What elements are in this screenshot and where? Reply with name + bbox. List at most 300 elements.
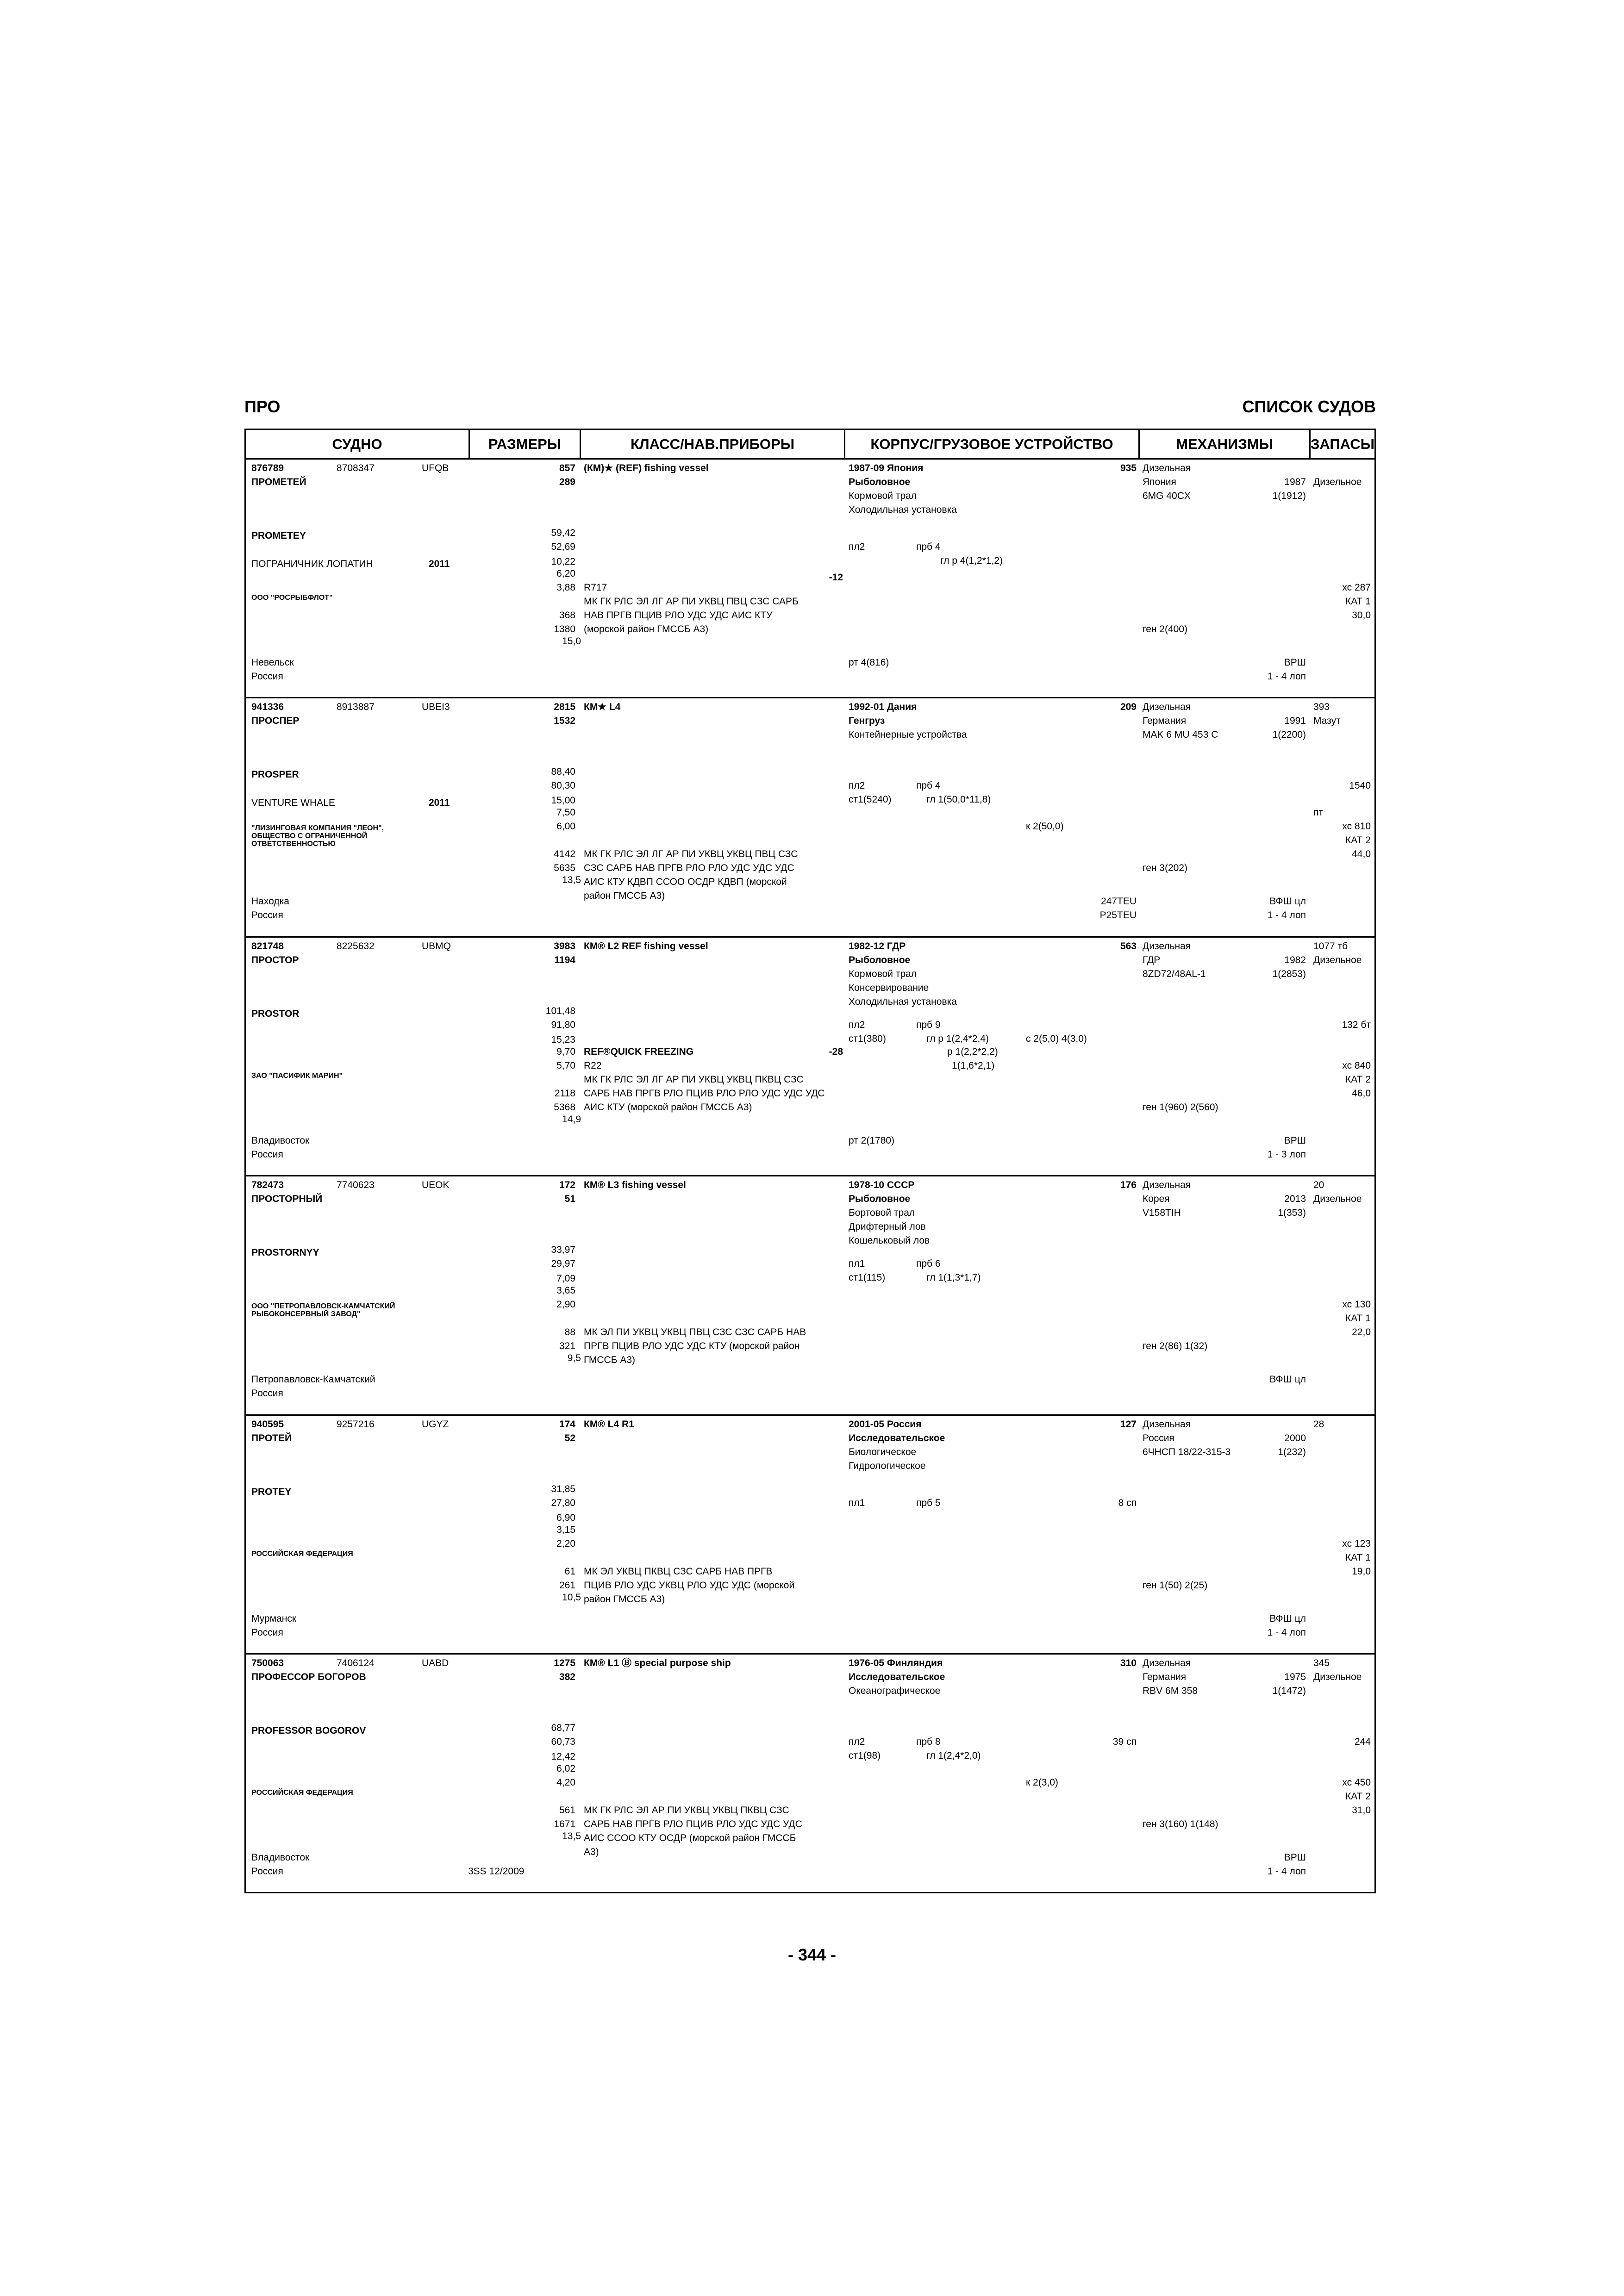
- dimension-value: 4,20: [556, 1777, 575, 1788]
- dimension-value: 6,02: [556, 1763, 575, 1774]
- class-notation: КМ® L3 fishing vessel: [584, 1180, 686, 1190]
- engine-power: 1(353): [1278, 1207, 1306, 1218]
- vessel-type: Исследовательское: [849, 1433, 945, 1444]
- dimension-value: 2,20: [556, 1538, 575, 1549]
- deck-info: гл 1(2,4*2,0): [926, 1750, 981, 1761]
- gross-tonnage: 174: [559, 1419, 575, 1430]
- hull-detail: Кормовой трал: [849, 969, 917, 979]
- stores-fuel-type: Дизельное: [1313, 477, 1362, 487]
- cargo-gear: к 2(50,0): [1026, 821, 1064, 832]
- owner-name: РОССИЙСКАЯ ФЕДЕРАЦИЯ: [251, 1789, 353, 1797]
- dimension-value: 3,65: [556, 1285, 575, 1296]
- stores-fuel-type: Дизельное: [1313, 1672, 1362, 1682]
- nav-equipment: ГМССБ А3): [584, 1355, 636, 1365]
- stores-other: КАТ 2: [1345, 1074, 1371, 1085]
- stores-other: 46,0: [1352, 1088, 1371, 1099]
- hull-detail: Контейнерные устройства: [849, 729, 967, 740]
- vessel-type: Генгруз: [849, 716, 885, 726]
- nav-equipment: АИС ССОО КТУ ОСДР (морской район ГМССБ: [584, 1833, 796, 1843]
- dimension-value: 61: [564, 1566, 575, 1577]
- deck-info: пл1: [849, 1498, 865, 1508]
- stores-other: хс 287: [1342, 582, 1371, 593]
- nav-equipment: район ГМССБ А3): [584, 1594, 665, 1605]
- extra-class: REF®QUICK FREEZING: [584, 1046, 694, 1057]
- net-tonnage: 1194: [554, 955, 575, 965]
- dimension-value: 12,42: [551, 1751, 575, 1762]
- nav-equipment: МК ГК РЛС ЭЛ ЛГ АР ПИ УКВЦ ПВЦ СЗС САРБ: [584, 596, 799, 607]
- engine-info: Дизельная: [1143, 1658, 1191, 1668]
- gross-tonnage: 2815: [554, 702, 575, 712]
- col-header-class: КЛАСС/НАВ.ПРИБОРЫ: [581, 430, 845, 458]
- stores-other: КАТ 2: [1345, 835, 1371, 846]
- reg-number: 782473: [251, 1180, 284, 1190]
- dimension-value: 368: [559, 610, 575, 621]
- net-tonnage: 1532: [554, 716, 575, 726]
- stores-fuel: 20: [1313, 1180, 1324, 1190]
- deck-info: ст1(5240): [849, 794, 892, 805]
- hull-detail: Бортовой трал: [849, 1207, 915, 1218]
- nav-equipment: (морской район ГМССБ А3): [584, 624, 709, 635]
- engine-year: 1991: [1284, 716, 1306, 726]
- deck-info: гл р 4(1,2*1,2): [940, 555, 1003, 566]
- dimension-value: 321: [559, 1341, 575, 1351]
- deck-info: прб 6: [916, 1258, 941, 1269]
- ship-name: ПРОСТОРНЫЙ: [251, 1194, 323, 1204]
- dimension-value: 15,00: [551, 795, 575, 806]
- deck-info: пл2: [849, 780, 865, 791]
- build-year-country: 1976-05 Финляндия: [849, 1658, 943, 1668]
- dimension-value: 60,73: [551, 1736, 575, 1747]
- home-port: Невельск: [251, 657, 294, 668]
- dimension-value: 91,80: [551, 1020, 575, 1030]
- hull-detail: Консервирование: [849, 983, 929, 993]
- stores-water: 132 бт: [1342, 1020, 1371, 1030]
- nav-equipment: МК ЭЛ УКВЦ ПКВЦ СЗС САРБ НАВ ПРГВ: [584, 1566, 773, 1577]
- reg-number: 940595: [251, 1419, 284, 1430]
- dimension-value: 101,48: [545, 1006, 575, 1016]
- hull-number: 127: [1120, 1419, 1137, 1430]
- ship-name: ПРОСПЕР: [251, 716, 300, 726]
- propeller-type: ВРШ: [1284, 1135, 1306, 1146]
- engine-year: 1987: [1284, 477, 1306, 487]
- imo-number: 8913887: [337, 702, 375, 712]
- dimension-value: 27,80: [551, 1498, 575, 1508]
- hull-detail: Холодильная установка: [849, 504, 957, 515]
- vessel-type: Рыболовное: [849, 955, 911, 965]
- class-notation: КМ® L2 REF fishing vessel: [584, 941, 708, 952]
- class-notation: КМ® L4 R1: [584, 1419, 634, 1430]
- dimension-value: 15,23: [551, 1034, 575, 1045]
- deck-info: пл2: [849, 1736, 865, 1747]
- dimension-value: 14,9: [562, 1114, 581, 1125]
- nav-equipment: АИС КТУ (морской район ГМССБ А3): [584, 1102, 752, 1113]
- stores-fuel-type: Дизельное: [1313, 955, 1362, 965]
- table-header: [246, 430, 1374, 460]
- dimension-value: 5,70: [556, 1060, 575, 1071]
- ship-row: [246, 1655, 1374, 1892]
- dimension-value: 10,5: [562, 1592, 581, 1603]
- engine-info: MAK 6 MU 453 C: [1143, 729, 1218, 740]
- deck-info: прб 4: [916, 541, 941, 552]
- page-number: - 344 -: [787, 1945, 837, 1964]
- ship-row: [246, 460, 1374, 698]
- dimension-value: 33,97: [551, 1244, 575, 1255]
- vessel-type: Рыболовное: [849, 1194, 911, 1204]
- ship-name-latin: PROSTOR: [251, 1008, 300, 1019]
- home-port: Мурманск: [251, 1613, 297, 1624]
- engine-year: 1975: [1284, 1672, 1306, 1682]
- gross-tonnage: 1275: [554, 1658, 575, 1668]
- stores-other: 30,0: [1352, 610, 1371, 621]
- imo-number: 8708347: [337, 463, 375, 473]
- deck-info: ст1(98): [849, 1750, 881, 1761]
- deck-info: ст1(115): [849, 1272, 886, 1283]
- hull-detail: Кормовой трал: [849, 491, 917, 501]
- reg-number: 821748: [251, 941, 284, 952]
- dimension-value: 7,09: [556, 1273, 575, 1284]
- net-tonnage: 382: [559, 1672, 575, 1682]
- dimension-value: 59,42: [551, 528, 575, 538]
- deck-info: прб 9: [916, 1020, 941, 1030]
- ship-name-latin: PROSTORNYY: [251, 1247, 319, 1258]
- engine-power: 1(232): [1278, 1447, 1306, 1457]
- owner-name: "ЛИЗИНГОВАЯ КОМПАНИЯ "ЛЕОН",: [251, 824, 384, 832]
- flag-state: Россия: [251, 1149, 283, 1160]
- deck-info: прб 8: [916, 1736, 941, 1747]
- dimension-value: 1671: [554, 1819, 575, 1829]
- dimension-value: 6,20: [556, 568, 575, 579]
- engine-year: 2000: [1284, 1433, 1306, 1444]
- flag-state: Россия: [251, 1388, 283, 1399]
- dimension-value: 80,30: [551, 780, 575, 791]
- dimension-value: 31,85: [551, 1484, 575, 1494]
- propeller-type: 1 - 4 лоп: [1267, 671, 1306, 682]
- stores-other: 44,0: [1352, 849, 1371, 859]
- dimension-value: 3,88: [556, 582, 575, 593]
- dimension-value: 6,90: [556, 1512, 575, 1523]
- hull-detail: Холодильная установка: [849, 996, 957, 1007]
- dimension-value: 88: [564, 1327, 575, 1338]
- former-name-year: 2011: [429, 797, 450, 808]
- propeller-type: ВРШ: [1284, 1852, 1306, 1863]
- col-header-dimensions: РАЗМЕРЫ: [470, 430, 581, 458]
- hull-detail: Дрифтерный лов: [849, 1221, 926, 1232]
- stores-other: КАТ 1: [1345, 1552, 1371, 1563]
- stores-other: КАТ 1: [1345, 596, 1371, 607]
- stores-other: хс 810: [1342, 821, 1371, 832]
- ship-name: ПРОСТОР: [251, 955, 299, 965]
- engine-power: 1(2853): [1272, 969, 1306, 979]
- dimension-value: 10,22: [551, 556, 575, 567]
- engine-info: V158TIH: [1143, 1207, 1181, 1218]
- dimension-value: 68,77: [551, 1723, 575, 1733]
- call-sign: UFQB: [422, 463, 449, 473]
- engine-info: Дизельная: [1143, 1180, 1191, 1190]
- engine-info: Россия: [1143, 1433, 1174, 1444]
- col-header-hull: КОРПУС/ГРУЗОВОЕ УСТРОЙСТВО: [845, 430, 1140, 458]
- stores-other: 22,0: [1352, 1327, 1371, 1338]
- vessel-type: Рыболовное: [849, 477, 911, 487]
- class-code: R22: [584, 1060, 602, 1071]
- engine-info: Дизельная: [1143, 1419, 1191, 1430]
- stores-fuel-type: Мазут: [1313, 716, 1341, 726]
- stores-other: хс 130: [1342, 1299, 1371, 1310]
- nav-equipment: МК ГК РЛС ЭЛ АР ПИ УКВЦ УКВЦ ПКВЦ СЗС: [584, 1805, 789, 1816]
- engine-year: 1982: [1284, 955, 1306, 965]
- generators: ген 2(86) 1(32): [1143, 1341, 1208, 1351]
- cargo-gear: к 2(3,0): [1026, 1777, 1058, 1788]
- dimension-value: 29,97: [551, 1258, 575, 1269]
- flag-state: Россия: [251, 1866, 283, 1877]
- deck-info: ст1(380): [849, 1033, 886, 1044]
- dimension-value: 88,40: [551, 766, 575, 777]
- propeller-type: 1 - 4 лоп: [1267, 910, 1306, 921]
- dimension-value: 52,69: [551, 541, 575, 552]
- dimension-value: 7,50: [556, 807, 575, 818]
- hull-number: 310: [1120, 1658, 1137, 1668]
- extra-class-value: -28: [829, 1046, 843, 1057]
- vessel-type: Исследовательское: [849, 1672, 945, 1682]
- dimension-value: 1380: [554, 624, 575, 635]
- net-tonnage: 51: [564, 1194, 575, 1204]
- nav-equipment: НАВ ПРГВ ПЦИВ РЛО УДС УДС АИС КТУ: [584, 610, 773, 621]
- engine-info: 8ZD72/48AL-1: [1143, 969, 1206, 979]
- call-sign: UBEI3: [422, 702, 450, 712]
- engine-info: Япония: [1143, 477, 1176, 487]
- imo-number: 7740623: [337, 1180, 375, 1190]
- reg-number: 750063: [251, 1658, 284, 1668]
- stores-water: 1540: [1349, 780, 1371, 791]
- former-name: ПОГРАНИЧНИК ЛОПАТИН: [251, 559, 373, 569]
- dimension-value: 9,5: [567, 1353, 581, 1363]
- home-port: Владивосток: [251, 1135, 310, 1146]
- call-sign: UABD: [422, 1658, 449, 1668]
- deck-info: 1(1,6*2,1): [952, 1060, 995, 1071]
- col-header-stores: ЗАПАСЫ: [1311, 436, 1375, 452]
- gross-tonnage: 3983: [554, 941, 575, 952]
- teu-capacity: P25TEU: [1099, 910, 1137, 921]
- stores-other: хс 840: [1342, 1060, 1371, 1071]
- gross-tonnage: 857: [559, 463, 575, 473]
- build-year-country: 1978-10 СССР: [849, 1180, 915, 1190]
- deck-info: пл1: [849, 1258, 865, 1269]
- hull-number: 209: [1120, 702, 1137, 712]
- propeller-type: ВРШ: [1284, 657, 1306, 668]
- list-title: СПИСОК СУДОВ: [1242, 397, 1376, 416]
- owner-name: ЗАО "ПАСИФИК МАРИН": [251, 1072, 343, 1080]
- col-header-machinery: МЕХАНИЗМЫ: [1140, 430, 1311, 458]
- dimension-value: 561: [559, 1805, 575, 1816]
- deck-info: р 1(2,2*2,2): [947, 1046, 998, 1057]
- stores-other: КАТ 2: [1345, 1791, 1371, 1802]
- engine-year: 2013: [1284, 1194, 1306, 1204]
- imo-number: 8225632: [337, 941, 375, 952]
- stores-water: 244: [1354, 1736, 1371, 1747]
- engine-power: 1(2200): [1272, 729, 1306, 740]
- dimension-value: 13,5: [562, 875, 581, 885]
- stores-fuel: 28: [1313, 1419, 1324, 1430]
- ship-name-latin: PROFESSOR BOGOROV: [251, 1725, 366, 1736]
- reefer-capacity: рт 2(1780): [849, 1135, 895, 1146]
- survey-note: 3SS 12/2009: [468, 1866, 525, 1877]
- ship-row: [246, 1416, 1374, 1655]
- net-tonnage: 52: [564, 1433, 575, 1444]
- propeller-type: ВФШ цл: [1269, 1613, 1306, 1624]
- call-sign: UBMQ: [422, 941, 451, 952]
- ship-name-latin: PROSPER: [251, 769, 299, 780]
- flag-state: Россия: [251, 1627, 283, 1638]
- stores-fuel-type: Дизельное: [1313, 1194, 1362, 1204]
- dimension-value: 6,00: [556, 821, 575, 832]
- nav-equipment: МК ГК РЛС ЭЛ ЛГ АР ПИ УКВЦ УКВЦ ПВЦ СЗС: [584, 849, 798, 859]
- class-notation: КМ® L1 Ⓑ special purpose ship: [584, 1658, 731, 1668]
- engine-info: RBV 6M 358: [1143, 1686, 1198, 1696]
- class-notation: КМ★ L4: [584, 702, 621, 712]
- nav-equipment: ПЦИВ РЛО УДС УКВЦ РЛО УДС УДС (морской: [584, 1580, 795, 1591]
- engine-info: 6ЧНСП 18/22-315-3: [1143, 1447, 1231, 1457]
- nav-equipment: район ГМССБ А3): [584, 890, 665, 901]
- section-prefix: ПРО: [244, 397, 281, 416]
- stores-water: пт: [1313, 807, 1323, 818]
- ship-name: ПРОМЕТЕЙ: [251, 477, 306, 487]
- engine-info: Германия: [1143, 1672, 1187, 1682]
- stores-other: хс 450: [1342, 1777, 1371, 1788]
- engine-info: Дизельная: [1143, 941, 1191, 952]
- engine-power: 1(1472): [1272, 1686, 1306, 1696]
- deck-info: прб 5: [916, 1498, 941, 1508]
- engine-info: Дизельная: [1143, 463, 1191, 473]
- stores-other: хс 123: [1342, 1538, 1371, 1549]
- ship-row: [246, 698, 1374, 938]
- stores-fuel: 1077 тб: [1313, 941, 1348, 952]
- owner-name: ООО "РОСРЫБФЛОТ": [251, 594, 333, 602]
- owner-name: РЫБОКОНСЕРВНЫЙ ЗАВОД": [251, 1310, 361, 1318]
- propeller-type: 1 - 3 лоп: [1267, 1149, 1306, 1160]
- build-year-country: 1982-12 ГДР: [849, 941, 906, 952]
- ship-name-latin: PROMETEY: [251, 530, 306, 541]
- nav-equipment: СЗС САРБ НАВ ПРГВ РЛО РЛО УДС УДС УДС: [584, 863, 794, 873]
- former-name-year: 2011: [429, 559, 450, 569]
- home-port: Петропавловск-Камчатский: [251, 1374, 375, 1385]
- dimension-value: 4142: [554, 849, 575, 859]
- ships-table: [244, 429, 1376, 1893]
- nav-equipment: МК ГК РЛС ЭЛ ЛГ АР ПИ УКВЦ УКВЦ ПКВЦ СЗС: [584, 1074, 804, 1085]
- hull-detail: Биологическое: [849, 1447, 917, 1457]
- nav-equipment: МК ЭЛ ПИ УКВЦ УКВЦ ПВЦ СЗС СЗС САРБ НАВ: [584, 1327, 806, 1338]
- flag-state: Россия: [251, 671, 283, 682]
- hull-number: 935: [1120, 463, 1137, 473]
- dimension-value: 5368: [554, 1102, 575, 1113]
- build-year-country: 2001-05 Россия: [849, 1419, 922, 1430]
- generators: ген 3(160) 1(148): [1143, 1819, 1218, 1829]
- reg-number: 941336: [251, 702, 284, 712]
- owner-name: РОССИЙСКАЯ ФЕДЕРАЦИЯ: [251, 1550, 353, 1558]
- hull-detail: Гидрологическое: [849, 1461, 926, 1471]
- class-notation: (КМ)★ (REF) fishing vessel: [584, 463, 709, 473]
- home-port: Находка: [251, 896, 289, 907]
- engine-power: 1(1912): [1272, 491, 1306, 501]
- generators: ген 2(400): [1143, 624, 1188, 635]
- generators: ген 3(202): [1143, 863, 1188, 873]
- owner-name: ОТВЕТСТВЕННОСТЬЮ: [251, 840, 336, 848]
- cargo-gear: 39 сп: [1112, 1736, 1137, 1747]
- net-tonnage: 289: [559, 477, 575, 487]
- imo-number: 7406124: [337, 1658, 375, 1668]
- build-year-country: 1992-01 Дания: [849, 702, 917, 712]
- ship-row: [246, 1176, 1374, 1416]
- dimension-value: 261: [559, 1580, 575, 1591]
- nav-equipment: САРБ НАВ ПРГВ РЛО ПЦИВ РЛО УДС УДС УДС: [584, 1819, 802, 1829]
- stores-other: 31,0: [1352, 1805, 1371, 1816]
- deck-info: пл2: [849, 1020, 865, 1030]
- col-header-ship: СУДНО: [246, 430, 470, 458]
- stores-other: КАТ 1: [1345, 1313, 1371, 1324]
- class-code: R717: [584, 582, 607, 593]
- stores-fuel: 393: [1313, 702, 1330, 712]
- propeller-type: ВФШ цл: [1269, 896, 1306, 907]
- deck-info: пл2: [849, 541, 865, 552]
- generators: ген 1(960) 2(560): [1143, 1102, 1218, 1113]
- ship-row: [246, 938, 1374, 1176]
- dimension-value: 2,90: [556, 1299, 575, 1310]
- build-year-country: 1987-09 Япония: [849, 463, 924, 473]
- cargo-gear: с 2(5,0) 4(3,0): [1026, 1033, 1087, 1044]
- deck-info: гл р 1(2,4*2,4): [926, 1033, 989, 1044]
- cargo-gear: 8 сп: [1118, 1498, 1137, 1508]
- former-name: VENTURE WHALE: [251, 797, 335, 808]
- dimension-value: 3,15: [556, 1524, 575, 1535]
- flag-state: Россия: [251, 910, 283, 921]
- engine-info: Корея: [1143, 1194, 1170, 1204]
- teu-capacity: 247TEU: [1100, 896, 1137, 907]
- dimension-value: 2118: [554, 1088, 575, 1099]
- engine-info: ГДР: [1143, 955, 1161, 965]
- hull-detail: Кошельковый лов: [849, 1235, 930, 1246]
- deck-info: гл 1(50,0*11,8): [926, 794, 991, 805]
- dimension-value: 9,70: [556, 1046, 575, 1057]
- home-port: Владивосток: [251, 1852, 310, 1863]
- nav-equipment: АИС КТУ КДВП ССОО ОСДР КДВП (морской: [584, 877, 787, 887]
- engine-info: Германия: [1143, 716, 1187, 726]
- deck-info: гл 1(1,3*1,7): [926, 1272, 981, 1283]
- hull-detail: Океанографическое: [849, 1686, 941, 1696]
- stores-fuel: 345: [1313, 1658, 1330, 1668]
- nav-equipment: ПРГВ ПЦИВ РЛО УДС УДС КТУ (морской район: [584, 1341, 800, 1351]
- imo-number: 9257216: [337, 1419, 375, 1430]
- stores-other: 19,0: [1352, 1566, 1371, 1577]
- hull-number: 176: [1120, 1180, 1137, 1190]
- deck-info: прб 4: [916, 780, 941, 791]
- owner-name: ОБЩЕСТВО С ОГРАНИЧЕННОЙ: [251, 832, 368, 840]
- owner-name: ООО "ПЕТРОПАВЛОВСК-КАМЧАТСКИЙ: [251, 1302, 395, 1310]
- dimension-value: 15,0: [562, 636, 581, 647]
- engine-info: Дизельная: [1143, 702, 1191, 712]
- call-sign: UEOK: [422, 1180, 450, 1190]
- extra-class-value: -12: [829, 572, 843, 583]
- ship-name: ПРОФЕССОР БОГОРОВ: [251, 1672, 366, 1682]
- ship-name: ПРОТЕЙ: [251, 1433, 292, 1444]
- propeller-type: 1 - 4 лоп: [1267, 1627, 1306, 1638]
- call-sign: UGYZ: [422, 1419, 449, 1430]
- propeller-type: ВФШ цл: [1269, 1374, 1306, 1385]
- gross-tonnage: 172: [559, 1180, 575, 1190]
- engine-info: 6MG 40CX: [1143, 491, 1191, 501]
- propeller-type: 1 - 4 лоп: [1267, 1866, 1306, 1877]
- generators: ген 1(50) 2(25): [1143, 1580, 1208, 1591]
- ship-name-latin: PROTEY: [251, 1487, 292, 1497]
- nav-equipment: САРБ НАВ ПРГВ РЛО ПЦИВ РЛО РЛО УДС УДС УДС: [584, 1088, 825, 1099]
- nav-equipment: А3): [584, 1847, 599, 1857]
